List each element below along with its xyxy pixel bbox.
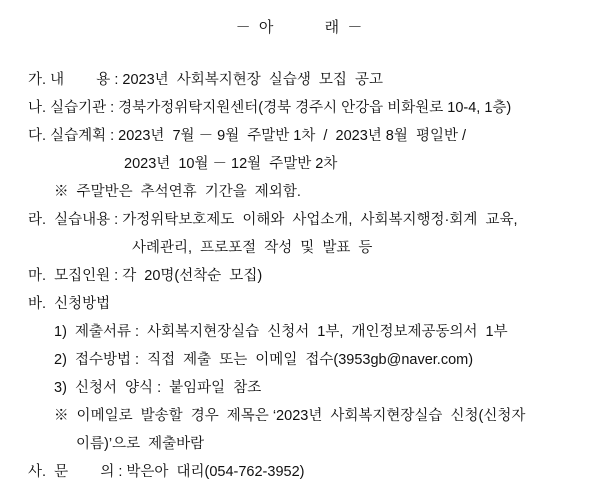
document-line: 1) 제출서류 : 사회복지현장실습 신청서 1부, 개인정보제공동의서 1부 — [54, 324, 508, 341]
document-line: 2023년 10월 － 12월 주말반 2차 — [124, 156, 338, 173]
document-line: 가. 내 용 : 2023년 사회복지현장 실습생 모집 공고 — [28, 72, 383, 89]
document-line: 나. 실습기관 : 경북가정위탁지원센터(경북 경주시 안강읍 비화원로 10-4, 1층) — [28, 100, 512, 117]
document-line: 마. 모집인원 : 각 20명(선착순 모집) — [28, 268, 263, 285]
page-title: － 아 래 － — [235, 19, 365, 36]
document-line: 사. 문 의 : 박은아 대리(054-762-3952) — [28, 464, 305, 481]
document-line: 이름)’으로 제출바람 — [76, 436, 205, 453]
document-line: 2) 접수방법 : 직접 제출 또는 이메일 접수(3953gb@naver.com) — [54, 352, 474, 369]
document-line: 사례관리, 프로포절 작성 및 발표 등 — [132, 240, 373, 257]
document-line: ※ 이메일로 발송할 경우 제목은 ‘2023년 사회복지현장실습 신청(신청자 — [54, 408, 526, 425]
document-body — [0, 67, 600, 487]
document-line: 다. 실습계획 : 2023년 7월 － 9월 주말반 1차 / 2023년 8월 평일반 / — [28, 128, 467, 145]
document-page — [0, 16, 600, 484]
document-line: 라. 실습내용 : 가정위탁보호제도 이해와 사업소개, 사회복지행정·회계 교육, — [28, 212, 518, 229]
document-line: 3) 신청서 양식 : 붙임파일 참조 — [54, 380, 262, 397]
document-line: 바. 신청방법 — [28, 296, 111, 313]
document-line: ※ 주말반은 추석연휴 기간을 제외함. — [54, 184, 301, 201]
